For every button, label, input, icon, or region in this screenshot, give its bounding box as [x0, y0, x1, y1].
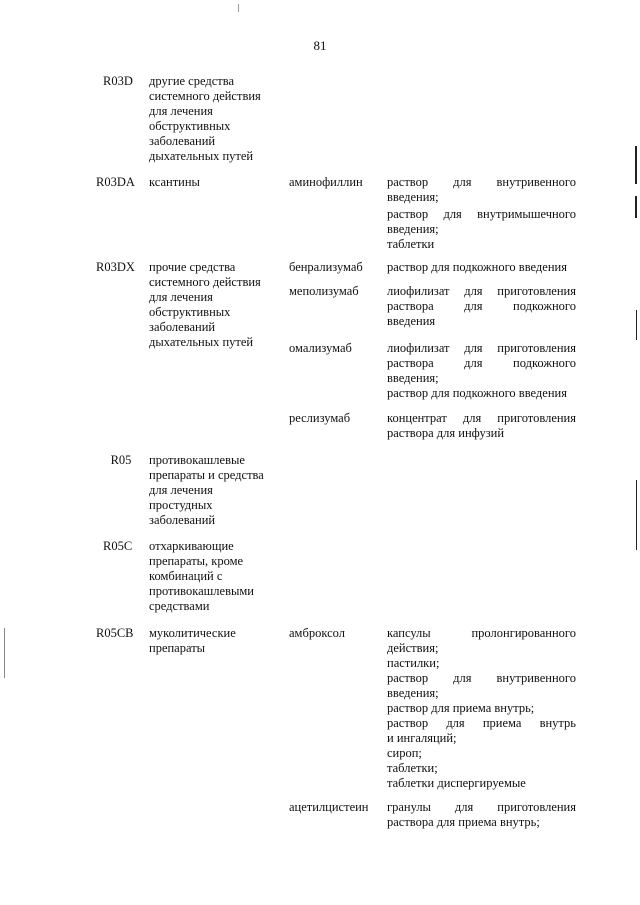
- group-line: противокашлевыми: [149, 584, 254, 598]
- scan-edge-mark: [238, 4, 239, 12]
- atc-code: R05C: [103, 539, 133, 553]
- dosage-forms: [387, 626, 576, 791]
- dosage-forms: [387, 284, 576, 329]
- form-line: введения;: [387, 190, 439, 204]
- group-line: противокашлевые: [149, 453, 245, 467]
- dosage-forms: [387, 341, 576, 401]
- form-line: введения: [387, 314, 436, 328]
- scan-edge-mark: [4, 628, 5, 678]
- scan-edge-mark: [636, 480, 637, 550]
- form-line: таблетки диспергируемые: [387, 776, 526, 790]
- group-line: заболеваний: [149, 513, 216, 527]
- group-line: заболеваний: [149, 320, 216, 334]
- group-line: препараты, кроме: [149, 554, 244, 568]
- form-line: и ингаляций;: [387, 731, 457, 745]
- drug-name: бенрализумаб: [289, 260, 363, 274]
- drug-name: ацетилцистеин: [289, 800, 369, 814]
- form-line: лиофилизат для приготовления: [387, 284, 576, 298]
- atc-group-name: [149, 453, 281, 528]
- group-line: системного действия: [149, 275, 261, 289]
- form-line: лиофилизат для приготовления: [387, 341, 576, 355]
- group-line: отхаркивающие: [149, 539, 234, 553]
- atc-group-name: [149, 74, 281, 164]
- form-line: раствор для подкожного введения: [387, 260, 567, 274]
- group-line: системного действия: [149, 89, 261, 103]
- form-line: гранулы для приготовления: [387, 800, 576, 814]
- drug-name: меполизумаб: [289, 284, 359, 298]
- group-line: для лечения: [149, 290, 213, 304]
- form-line: введения;: [387, 686, 439, 700]
- group-line: средствами: [149, 599, 210, 613]
- form-line: введения;: [387, 371, 439, 385]
- form-line: раствор для внутримышечного: [387, 207, 576, 221]
- form-line: раствор для внутривенного: [387, 671, 576, 685]
- form-line: таблетки;: [387, 761, 438, 775]
- atc-group-name: [149, 175, 281, 190]
- group-line: обструктивных: [149, 305, 231, 319]
- form-line: сироп;: [387, 746, 422, 760]
- group-line: заболеваний: [149, 134, 216, 148]
- dosage-forms: [387, 260, 576, 275]
- form-line: действия;: [387, 641, 439, 655]
- form-line: раствор для внутривенного: [387, 175, 576, 189]
- scan-edge-mark: [635, 196, 637, 218]
- group-line: препараты: [149, 641, 206, 655]
- form-line: раствор для приема внутрь: [387, 716, 576, 730]
- group-line: для лечения: [149, 104, 213, 118]
- form-line: концентрат для приготовления: [387, 411, 576, 425]
- group-line: ксантины: [149, 175, 200, 189]
- group-line: препараты и средства: [149, 468, 264, 482]
- atc-code: R03D: [103, 74, 133, 88]
- drug-name: омализумаб: [289, 341, 352, 355]
- form-line: раствор для подкожного введения: [387, 386, 567, 400]
- group-line: для лечения: [149, 483, 213, 497]
- atc-group-name: [149, 626, 281, 656]
- scan-edge-mark: [635, 146, 637, 184]
- atc-group-name: [149, 539, 281, 614]
- group-line: прочие средства: [149, 260, 236, 274]
- form-line: раствора для подкожного: [387, 299, 576, 313]
- form-line: раствор для приема внутрь;: [387, 701, 535, 715]
- form-line: таблетки: [387, 237, 435, 251]
- dosage-forms: [387, 175, 576, 252]
- group-line: другие средства: [149, 74, 235, 88]
- scan-edge-mark: [636, 310, 637, 340]
- form-line: введения;: [387, 222, 439, 236]
- atc-code: R03DX: [96, 260, 135, 274]
- atc-code: R03DA: [96, 175, 135, 189]
- group-line: комбинаций с: [149, 569, 223, 583]
- form-line: раствора для приема внутрь;: [387, 815, 540, 829]
- group-line: простудных: [149, 498, 213, 512]
- atc-code: R05: [110, 453, 132, 467]
- form-line: раствора для подкожного: [387, 356, 576, 370]
- group-line: обструктивных: [149, 119, 231, 133]
- drug-name: аминофиллин: [289, 175, 363, 189]
- atc-group-name: [149, 260, 281, 350]
- dosage-forms: [387, 800, 576, 830]
- drug-name: амброксол: [289, 626, 345, 640]
- group-line: дыхательных путей: [149, 149, 254, 163]
- group-line: муколитические: [149, 626, 236, 640]
- form-line: пастилки;: [387, 656, 440, 670]
- group-line: дыхательных путей: [149, 335, 254, 349]
- dosage-forms: [387, 411, 576, 441]
- form-line: капсулы пролонгированного: [387, 626, 576, 640]
- drug-name: реслизумаб: [289, 411, 351, 425]
- page-number: 81: [313, 38, 327, 53]
- form-line: раствора для инфузий: [387, 426, 505, 440]
- atc-code: R05CB: [96, 626, 134, 640]
